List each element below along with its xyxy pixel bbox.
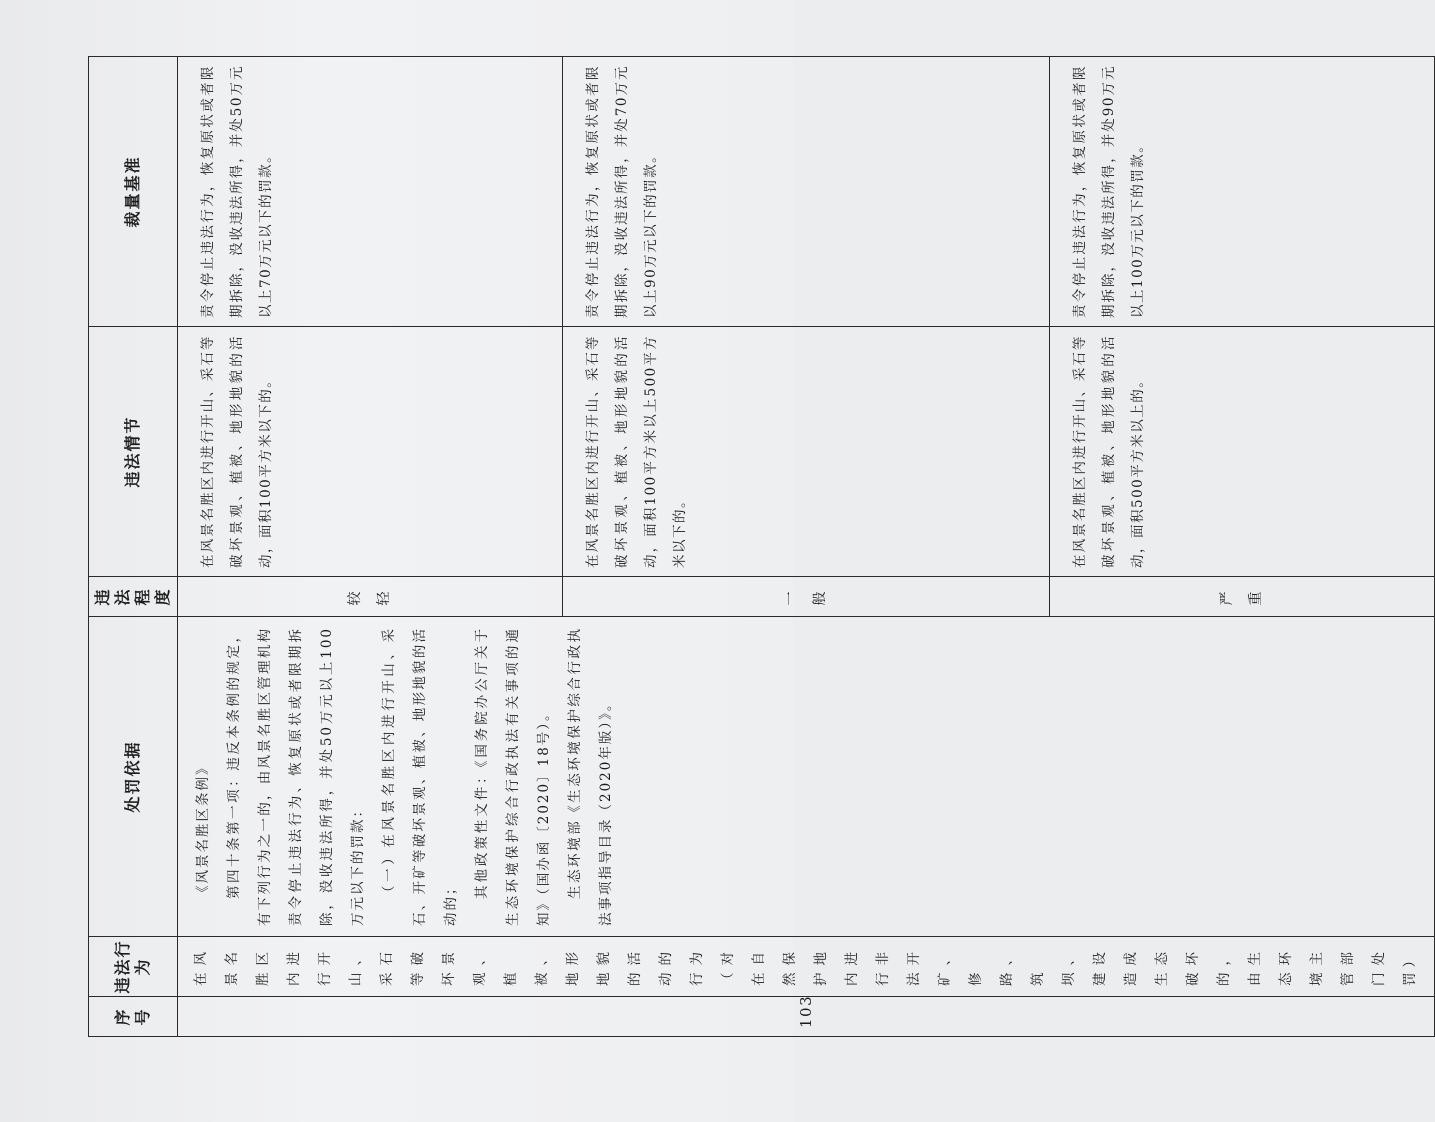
basis-article-text: 第四十条第一项：违反本条例的规定，有下列行为之一的，由风景名胜区管理机构责令停止违法行为、恢复原状或者限期拆除，没收违法所得，并处50万元以上100万元以下的罚款： [226, 627, 366, 926]
standard-cell-general: 责令停止违法行为，恢复原状或者限期拆除，没收违法所得，并处70万元以上90万元以下的罚款。 [563, 57, 1050, 327]
circumstance-cell-minor: 在风景名胜区内进行开山、采石等破坏景观、植被、地形地貌的活动，面积100平方米以下的。 [178, 327, 563, 577]
table-row [178, 57, 563, 1037]
basis-item-text: （一）在风景名胜区内进行开山、采石、开矿等破坏景观、植被、地形地貌的活动的； [381, 627, 459, 926]
penalty-discretion-table [88, 56, 1435, 1037]
degree-cell-minor: 较轻 [178, 577, 563, 617]
degree-cell-general: 一般 [563, 577, 1050, 617]
basis-regulation-title: 《风景名胜区条例》 [195, 759, 211, 899]
degree-cell-serious: 严重 [1049, 577, 1434, 617]
header-violation-degree: 违法程度 [89, 577, 178, 617]
circumstance-cell-serious: 在风景名胜区内进行开山、采石等破坏景观、植被、地形地貌的活动，面积500平方米以上的。 [1049, 327, 1434, 577]
header-penalty-basis: 处罚依据 [89, 617, 178, 937]
header-violation-act: 违法行为 [89, 937, 178, 997]
header-violation-circumstances: 违法情节 [89, 327, 178, 577]
basis-policy-document: 其他政策性文件：《国务院办公厅关于生态环境保护综合行政执法有关事项的通知》（国办函〔2020〕18号）。 [474, 627, 552, 926]
standard-cell-serious: 责令停止违法行为，恢复原状或者限期拆除，没收违法所得，并处90万元以上100万元以下的罚款。 [1049, 57, 1434, 327]
penalty-basis-cell [178, 617, 1435, 937]
header-discretion-standard: 裁量基准 [89, 57, 178, 327]
serial-number-cell: 103 [178, 997, 1435, 1037]
header-serial-number: 序号 [89, 997, 178, 1037]
basis-catalog-document: 生态环境部《生态环境保护综合行政执法事项指导目录（2020年版）》。 [567, 627, 614, 926]
circumstance-cell-general: 在风景名胜区内进行开山、采石等破坏景观、植被、地形地貌的活动，面积100平方米以上500平方米以下的。 [563, 327, 1050, 577]
violation-act-cell: 在风景名胜区内进行开山、采石等破坏景观、植被、地形地貌的活动的行为（对在自然保护地内进行非法开矿、修路、筑坝、建设造成生态破坏的，由生态环境主管部门处罚） [178, 937, 1435, 997]
table-header-row [89, 57, 178, 1037]
standard-cell-minor: 责令停止违法行为，恢复原状或者限期拆除，没收违法所得，并处50万元以上70万元以下的罚款。 [178, 57, 563, 327]
